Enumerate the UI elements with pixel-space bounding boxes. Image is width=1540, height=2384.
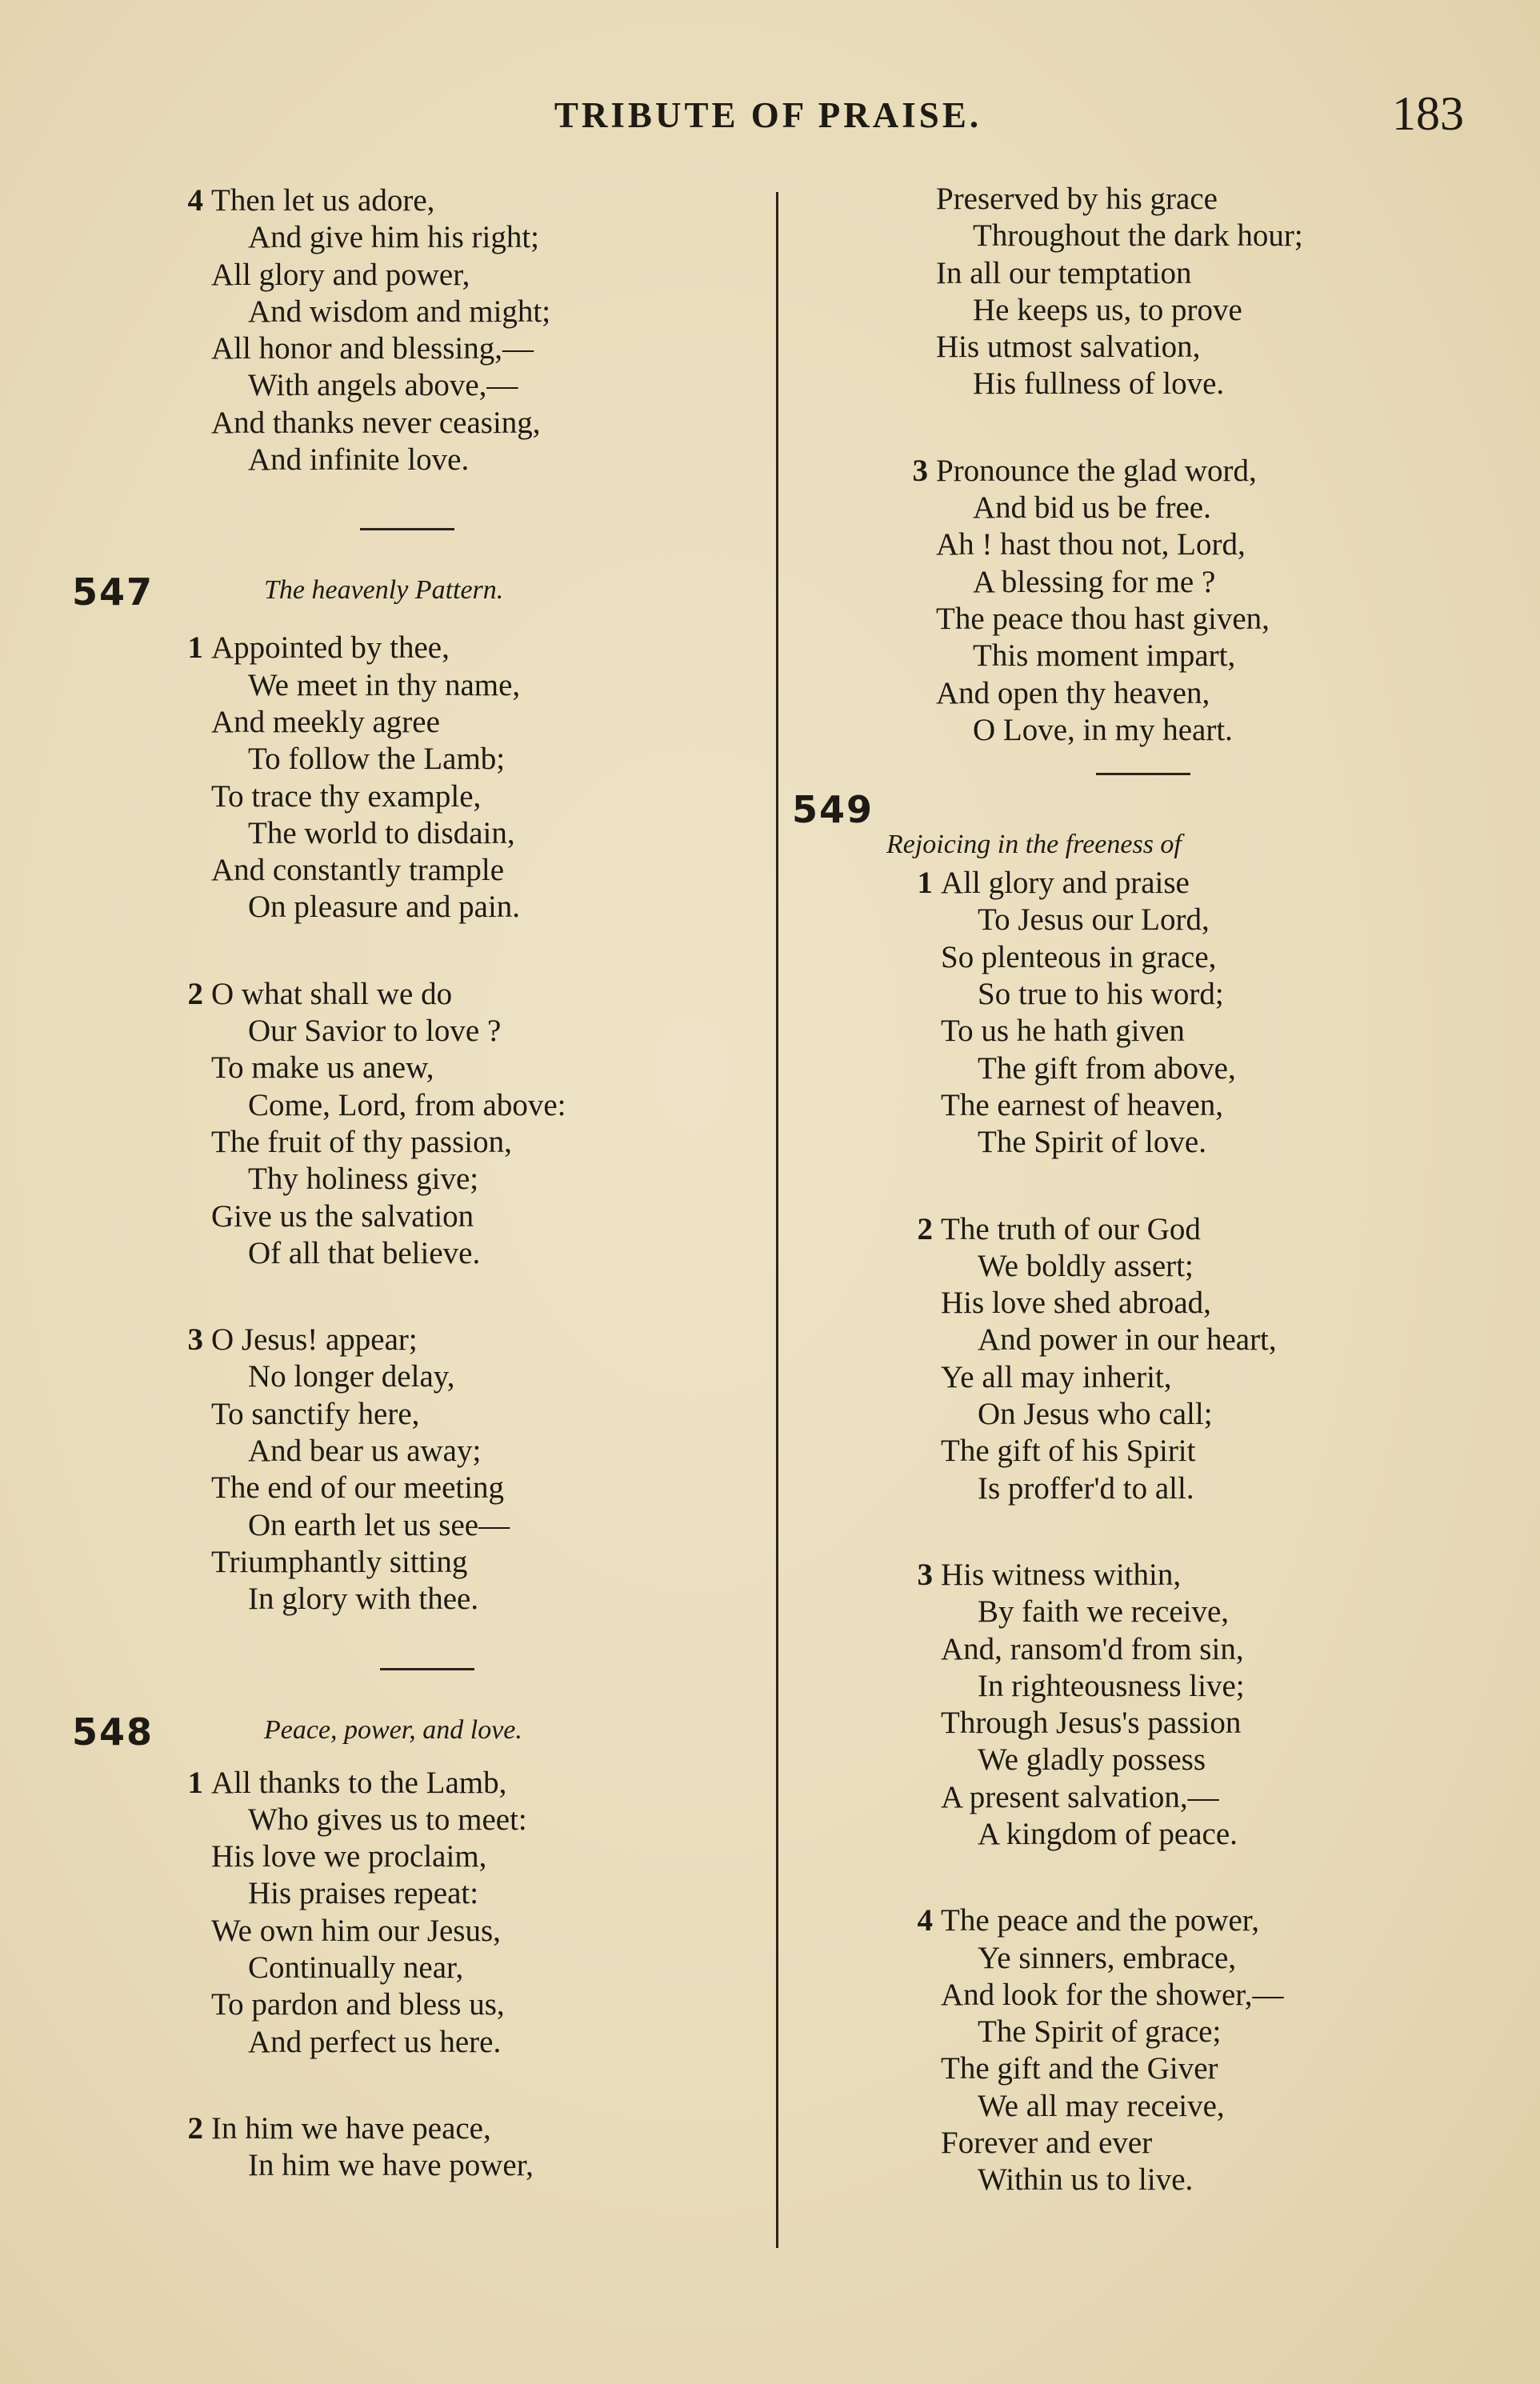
hymn-number: 547 bbox=[72, 570, 154, 614]
verse-line: In all our temptation bbox=[936, 255, 1192, 290]
verse-line: 1 All glory and praise bbox=[906, 865, 1480, 902]
verse-number: 3 bbox=[187, 1322, 203, 1358]
running-title: TRIBUTE OF PRAISE. bbox=[554, 95, 982, 135]
verse-line: Thy holiness give; bbox=[248, 1162, 479, 1197]
left-column bbox=[72, 182, 760, 2184]
verse-line: So plenteous in grace, bbox=[941, 939, 1217, 974]
verse-line: The fruit of thy passion, bbox=[211, 1124, 512, 1159]
hymn-title: The heavenly Pattern. bbox=[264, 575, 504, 606]
verse-line: And constantly trample bbox=[211, 853, 505, 888]
verse bbox=[906, 1211, 1480, 1507]
verse-line: In righteousness live; bbox=[978, 1668, 1245, 1703]
page-number: 183 bbox=[1392, 87, 1464, 140]
verse-line: Ah ! hast thou not, Lord, bbox=[936, 527, 1246, 562]
verse-line: We own him our Jesus, bbox=[211, 1913, 501, 1948]
verse-line: On Jesus who call; bbox=[978, 1397, 1213, 1432]
verse-number: 4 bbox=[917, 1903, 933, 1938]
verse-line: We boldly assert; bbox=[978, 1248, 1194, 1283]
verse-line: His praises repeat: bbox=[248, 1876, 479, 1911]
verse-line: And, ransom'd from sin, bbox=[941, 1631, 1244, 1666]
verse-line: A kingdom of peace. bbox=[978, 1816, 1238, 1851]
verse-line: Triumphantly sitting bbox=[211, 1544, 468, 1579]
verse-line: To us he hath given bbox=[941, 1014, 1185, 1049]
verse-line: The end of our meeting bbox=[211, 1470, 505, 1506]
verse-line: The Spirit of grace; bbox=[978, 2014, 1222, 2050]
verse-line: On earth let us see— bbox=[248, 1507, 510, 1542]
verse-line: And give him his right; bbox=[248, 220, 539, 255]
verse-line: All glory and power, bbox=[211, 257, 470, 292]
verse-line: 3 O Jesus! appear; bbox=[176, 1322, 760, 1358]
verse bbox=[176, 2110, 760, 2185]
verse-line: And power in our heart, bbox=[978, 1322, 1277, 1358]
hymn-heading bbox=[72, 1710, 760, 1755]
verse bbox=[176, 182, 760, 478]
verse-line: Our Savior to love ? bbox=[248, 1014, 502, 1049]
verse bbox=[901, 181, 1480, 403]
verse-number: 3 bbox=[917, 1557, 933, 1592]
verse-line: 3 Pronounce the glad word, bbox=[901, 453, 1480, 490]
verse-line: And meekly agree bbox=[211, 704, 440, 739]
section-rule bbox=[380, 1668, 474, 1670]
verse-line: In glory with thee. bbox=[248, 1582, 479, 1617]
verse-line: To follow the Lamb; bbox=[248, 742, 506, 777]
verse-line: The gift and the Giver bbox=[941, 2051, 1218, 2086]
verse bbox=[176, 630, 760, 926]
verse-line: Preserved by his grace bbox=[936, 182, 1218, 216]
verse-line: 1 All thanks to the Lamb, bbox=[176, 1765, 760, 1802]
hymn-title: Peace, power, and love. bbox=[264, 1714, 522, 1745]
hymn-title: Rejoicing in the freeness of bbox=[886, 830, 1182, 860]
hymn-heading bbox=[792, 788, 1480, 862]
verse bbox=[906, 865, 1480, 1161]
verse-line: 2 O what shall we do bbox=[176, 976, 760, 1013]
verse-number: 1 bbox=[187, 1765, 203, 1800]
hymn-number: 549 bbox=[792, 788, 874, 832]
verse-line: In him we have power, bbox=[248, 2148, 534, 2183]
verse-line: Within us to live. bbox=[978, 2162, 1194, 2198]
column-divider bbox=[776, 192, 778, 2248]
verse-line: 4 Then let us adore, bbox=[176, 182, 760, 219]
verse-line: We meet in thy name, bbox=[248, 667, 521, 702]
verse-line: With angels above,— bbox=[248, 368, 518, 403]
hymn-heading bbox=[72, 570, 760, 615]
verse-line: To trace thy example, bbox=[211, 778, 482, 814]
verse-line: Through Jesus's passion bbox=[941, 1706, 1242, 1741]
verse-line: Ye sinners, embrace, bbox=[978, 1940, 1237, 1975]
verse-line: 2 The truth of our God bbox=[906, 1211, 1480, 1248]
verse-line: A blessing for me ? bbox=[973, 564, 1216, 599]
verse bbox=[906, 1557, 1480, 1853]
verse-line: The gift of his Spirit bbox=[941, 1434, 1196, 1469]
verse-line: Who gives us to meet: bbox=[248, 1802, 527, 1837]
verse-line: His utmost salvation, bbox=[936, 330, 1201, 365]
verse-line: No longer delay, bbox=[248, 1359, 455, 1394]
verse-line: And open thy heaven, bbox=[936, 675, 1210, 710]
verse-number: 1 bbox=[917, 866, 933, 901]
verse-number: 1 bbox=[187, 630, 203, 666]
verse-line: His fullness of love. bbox=[973, 366, 1225, 402]
verse-line: Of all that believe. bbox=[248, 1235, 481, 1270]
section-rule bbox=[360, 528, 454, 530]
verse-line: Throughout the dark hour; bbox=[973, 218, 1303, 254]
verse bbox=[176, 976, 760, 1272]
verse-line: And bear us away; bbox=[248, 1434, 482, 1469]
verse bbox=[906, 1902, 1480, 2198]
verse-line: We gladly possess bbox=[978, 1742, 1206, 1778]
verse-number: 4 bbox=[187, 183, 203, 218]
verse-line: On pleasure and pain. bbox=[248, 890, 521, 925]
verse-line: Ye all may inherit, bbox=[941, 1359, 1172, 1394]
verse-line: Come, Lord, from above: bbox=[248, 1087, 566, 1122]
verse bbox=[176, 1322, 760, 1618]
verse-line: Is proffer'd to all. bbox=[978, 1470, 1194, 1506]
verse-line: And thanks never ceasing, bbox=[211, 405, 541, 440]
verse-line: His love shed abroad, bbox=[941, 1286, 1211, 1321]
section-rule bbox=[1096, 773, 1190, 775]
verse-line: To sanctify here, bbox=[211, 1396, 420, 1431]
verse-line: The earnest of heaven, bbox=[941, 1087, 1223, 1122]
verse-line: 4 The peace and the power, bbox=[906, 1902, 1480, 1939]
verse-line: And bid us be free. bbox=[973, 490, 1211, 526]
verse-line: 3 His witness within, bbox=[906, 1557, 1480, 1594]
verse-line: By faith we receive, bbox=[978, 1594, 1230, 1630]
verse-line: O Love, in my heart. bbox=[973, 712, 1233, 747]
verse-line: And perfect us here. bbox=[248, 2024, 502, 2059]
verse-line: To Jesus our Lord, bbox=[978, 902, 1210, 938]
verse-line: Forever and ever bbox=[941, 2126, 1153, 2161]
verse-line: A present salvation,— bbox=[941, 1779, 1219, 1814]
verse-line: Continually near, bbox=[248, 1950, 464, 1985]
verse-line: And infinite love. bbox=[248, 442, 470, 478]
verse-line: 2 In him we have peace, bbox=[176, 2110, 760, 2147]
verse-line: 1 Appointed by thee, bbox=[176, 630, 760, 666]
verse-line: To make us anew, bbox=[211, 1050, 434, 1086]
verse-line: The Spirit of love. bbox=[978, 1125, 1206, 1160]
verse-number: 3 bbox=[912, 453, 928, 488]
verse-line: The gift from above, bbox=[978, 1050, 1236, 1086]
verse-line: Give us the salvation bbox=[211, 1198, 474, 1234]
verse-line: The world to disdain, bbox=[248, 815, 515, 850]
hymn-number: 548 bbox=[72, 1710, 154, 1754]
verse-line: And wisdom and might; bbox=[248, 294, 551, 329]
verse-number: 2 bbox=[187, 2110, 203, 2146]
verse-line: His love we proclaim, bbox=[211, 1839, 487, 1874]
verse-number: 2 bbox=[187, 976, 203, 1011]
verse-line: The peace thou hast given, bbox=[936, 601, 1270, 636]
verse-line: We all may receive, bbox=[978, 2088, 1225, 2123]
verse bbox=[901, 453, 1480, 749]
verse-line: This moment impart, bbox=[973, 638, 1236, 674]
verse bbox=[176, 1765, 760, 2061]
verse-number: 2 bbox=[917, 1211, 933, 1246]
verse-line: And look for the shower,— bbox=[941, 1977, 1284, 2012]
verse-line: All honor and blessing,— bbox=[211, 331, 534, 366]
verse-line: He keeps us, to prove bbox=[973, 292, 1242, 327]
verse-line: To pardon and bless us, bbox=[211, 1987, 505, 2022]
verse-line: So true to his word; bbox=[978, 977, 1224, 1012]
right-column bbox=[792, 181, 1480, 2199]
